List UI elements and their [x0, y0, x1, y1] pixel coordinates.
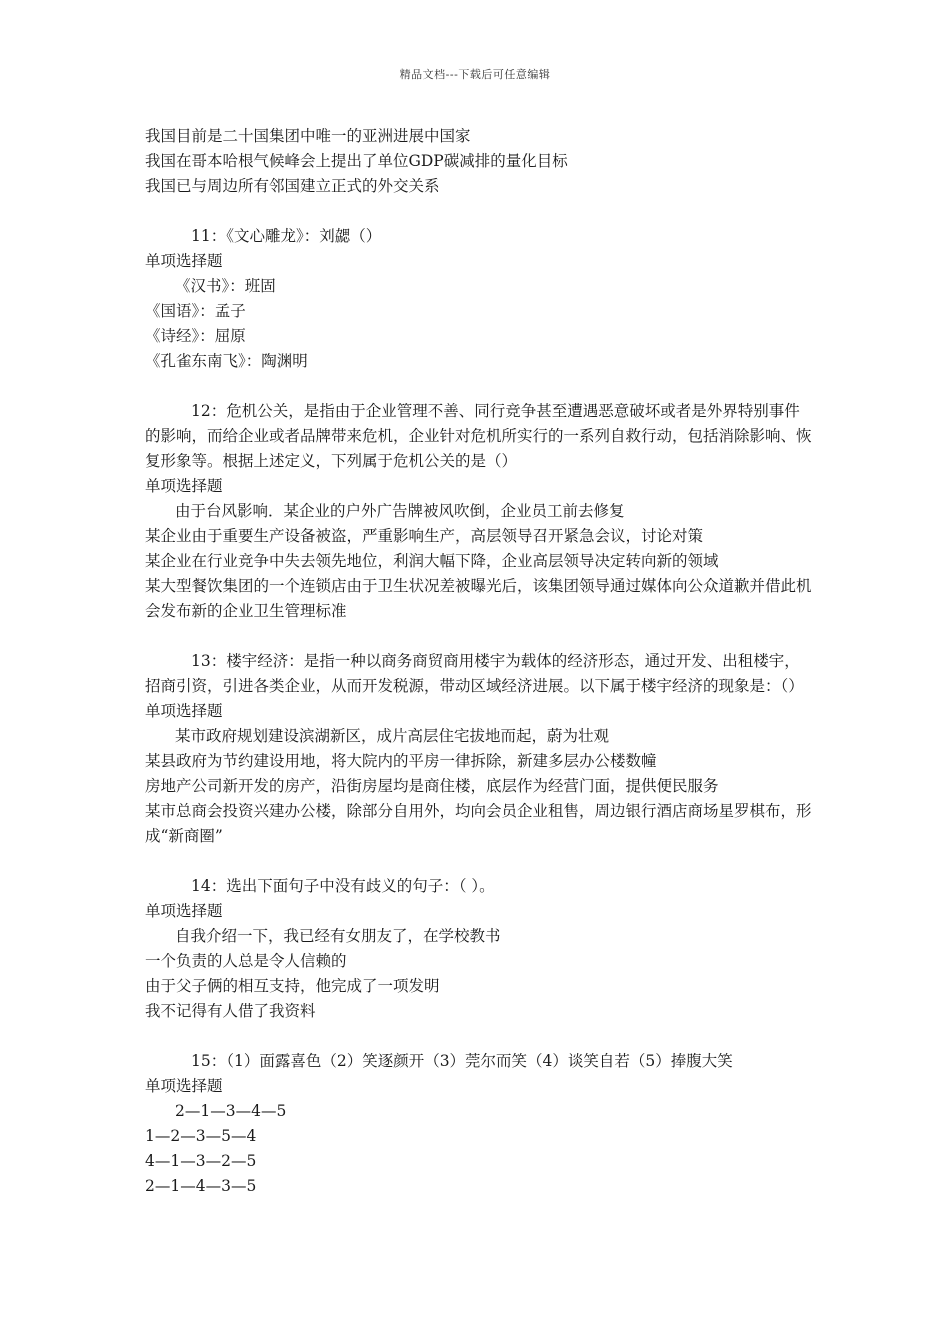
option-c[interactable]: 某企业在行业竞争中失去领先地位，利润大幅下降，企业高层领导决定转向新的领域	[145, 552, 719, 570]
question-11	[145, 224, 815, 374]
option-b[interactable]: 《国语》：孟子	[145, 302, 246, 320]
document-body	[145, 124, 815, 1199]
question-stem: 11：《文心雕龙》：刘勰（）	[191, 227, 382, 245]
page-header: 精品文档---下载后可任意编辑	[399, 68, 551, 81]
question-type: 单项选择题	[145, 477, 223, 495]
option-b[interactable]: 一个负责的人总是令人信赖的	[145, 952, 347, 970]
option-c[interactable]: 由于父子俩的相互支持，他完成了一项发明	[145, 977, 440, 995]
option-c[interactable]: 房地产公司新开发的房产，沿街房屋均是商住楼，底层作为经营门面，提供便民服务	[145, 777, 719, 795]
option-d[interactable]: 2—1—4—3—5	[145, 1177, 257, 1195]
option-a[interactable]: 2—1—3—4—5	[175, 1102, 287, 1120]
question-type: 单项选择题	[145, 252, 223, 270]
question-type: 单项选择题	[145, 702, 223, 720]
option-b[interactable]: 1—2—3—5—4	[145, 1127, 257, 1145]
option-d[interactable]: 某大型餐饮集团的一个连锁店由于卫生状况差被曝光后，该集团领导通过媒体向公众道歉并借此机会发布新的企业卫生管理标准	[145, 577, 812, 620]
question-15	[145, 1049, 815, 1199]
option-d[interactable]: 《孔雀东南飞》：陶渊明	[145, 352, 308, 370]
option-a[interactable]: 某市政府规划建设滨湖新区，成片高层住宅拔地而起，蔚为壮观	[175, 727, 610, 745]
option-d[interactable]: 我不记得有人借了我资料	[145, 1002, 316, 1020]
intro-line: 我国已与周边所有邻国建立正式的外交关系	[145, 177, 440, 195]
question-stem: 12：危机公关，是指由于企业管理不善、同行竞争甚至遭遇恶意破坏或者是外界特别事件的影响，而给企业或者品牌带来危机，企业针对危机所实行的一系列自救行动，包括消除影响、恢复形象等。根据上述定义，下列属于危机公关的是（）	[145, 402, 812, 470]
option-b[interactable]: 某企业由于重要生产设备被盗，严重影响生产，高层领导召开紧急会议，讨论对策	[145, 527, 704, 545]
question-stem: 14：选出下面句子中没有歧义的句子：（ ）。	[191, 877, 495, 895]
question-13	[145, 649, 815, 849]
intro-line: 我国目前是二十国集团中唯一的亚洲进展中国家	[145, 127, 471, 145]
question-12	[145, 399, 815, 624]
option-c[interactable]: 《诗经》：屈原	[145, 327, 246, 345]
question-stem: 13：楼宇经济：是指一种以商务商贸商用楼宇为载体的经济形态，通过开发、出租楼宇，招商引资，引进各类企业，从而开发税源，带动区域经济进展。以下属于楼宇经济的现象是：（）	[145, 652, 804, 695]
option-a[interactable]: 《汉书》：班固	[175, 277, 276, 295]
question-stem: 15：（1）面露喜色（2）笑逐颜开（3）莞尔而笑（4）谈笑自若（5）捧腹大笑	[191, 1052, 733, 1070]
question-type: 单项选择题	[145, 1077, 223, 1095]
question-14	[145, 874, 815, 1024]
option-a[interactable]: 自我介绍一下，我已经有女朋友了，在学校教书	[175, 927, 501, 945]
option-b[interactable]: 某县政府为节约建设用地，将大院内的平房一律拆除，新建多层办公楼数幢	[145, 752, 657, 770]
question-type: 单项选择题	[145, 902, 223, 920]
option-a[interactable]: 由于台风影响．某企业的户外广告牌被风吹倒，企业员工前去修复	[175, 502, 625, 520]
intro-line: 我国在哥本哈根气候峰会上提出了单位GDP碳减排的量化目标	[145, 152, 568, 170]
option-c[interactable]: 4—1—3—2—5	[145, 1152, 257, 1170]
option-d[interactable]: 某市总商会投资兴建办公楼，除部分自用外，均向会员企业租售，周边银行酒店商场星罗棋布，形成“新商圈”	[145, 802, 812, 845]
